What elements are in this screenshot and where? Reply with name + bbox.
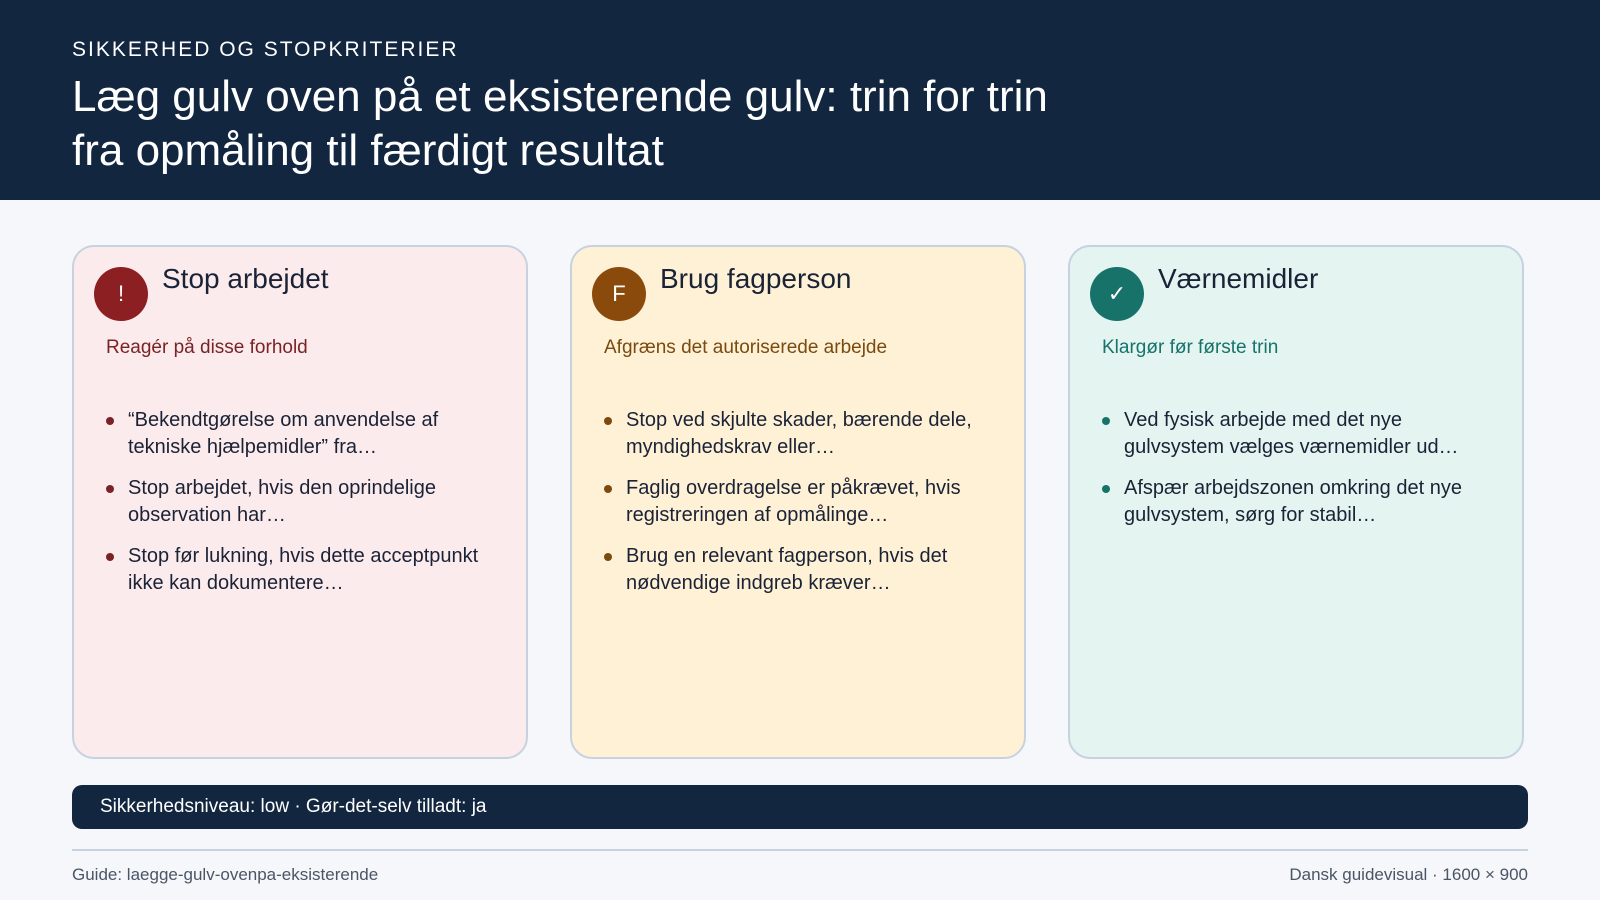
safety-status-bar: Sikkerhedsniveau: low · Gør-det-selv tilladt: ja (72, 785, 1528, 829)
bullet-list (106, 407, 506, 611)
bullet-text: Stop ved skjulte skader, bærende dele, myndighedskrav eller… (626, 409, 972, 458)
bullet-dot-icon (106, 417, 114, 425)
bullet-item (1102, 475, 1502, 529)
footer-format-label: Dansk guidevisual · 1600 × 900 (1289, 865, 1528, 884)
bullet-text: Stop før lukning, hvis dette acceptpunkt ikke kan dokumentere… (128, 545, 479, 594)
bullet-item (604, 407, 1004, 461)
bullet-dot-icon (1102, 417, 1110, 425)
bullet-text: “Bekendtgørelse om anvendelse af tekniske hjælpemidler” fra… (128, 409, 439, 458)
footer-divider (72, 849, 1528, 851)
bullet-item (604, 475, 1004, 529)
checkmark-icon: ✓ (1090, 267, 1144, 321)
header-band (0, 0, 1600, 200)
bullet-list (1102, 407, 1502, 543)
bullet-dot-icon (1102, 485, 1110, 493)
bullet-dot-icon (604, 553, 612, 561)
bullet-dot-icon (604, 417, 612, 425)
bullet-item (106, 543, 506, 597)
warning-icon: ! (94, 267, 148, 321)
bullet-item (604, 543, 1004, 597)
card-subtitle: Reagér på disse forhold (106, 337, 308, 358)
bullet-dot-icon (106, 485, 114, 493)
card-protective-equipment (1068, 245, 1524, 759)
footer-guide-id: Guide: laegge-gulv-ovenpa-eksisterende (72, 865, 379, 884)
bullet-text: Stop arbejdet, hvis den oprindelige observation har… (128, 477, 436, 526)
section-eyebrow: SIKKERHED OG STOPKRITERIER (72, 38, 459, 61)
bullet-item (1102, 407, 1502, 461)
card-title: Stop arbejdet (162, 263, 329, 294)
card-title: Brug fagperson (660, 263, 852, 294)
card-stop-work (72, 245, 528, 759)
professional-letter-icon: F (592, 267, 646, 321)
card-title: Værnemidler (1158, 263, 1319, 294)
bullet-text: Faglig overdragelse er påkrævet, hvis registreringen af opmålinge… (626, 477, 961, 526)
bullet-text: Ved fysisk arbejde med det nye gulvsystem vælges værnemidler ud… (1124, 409, 1459, 458)
bullet-text: Afspær arbejdszonen omkring det nye gulvsystem, sørg for stabil… (1124, 477, 1462, 526)
bullet-item (106, 475, 506, 529)
bullet-dot-icon (604, 485, 612, 493)
bullet-dot-icon (106, 553, 114, 561)
page-title: Læg gulv oven på et eksisterende gulv: trin for trin fra opmåling til færdigt resultat (72, 72, 1048, 175)
bullet-item (106, 407, 506, 461)
bullet-text: Brug en relevant fagperson, hvis det nødvendige indgreb kræver… (626, 545, 948, 594)
card-professional (570, 245, 1026, 759)
card-subtitle: Afgræns det autoriserede arbejde (604, 337, 888, 358)
bullet-list (604, 407, 1004, 611)
card-subtitle: Klargør før første trin (1102, 337, 1279, 358)
